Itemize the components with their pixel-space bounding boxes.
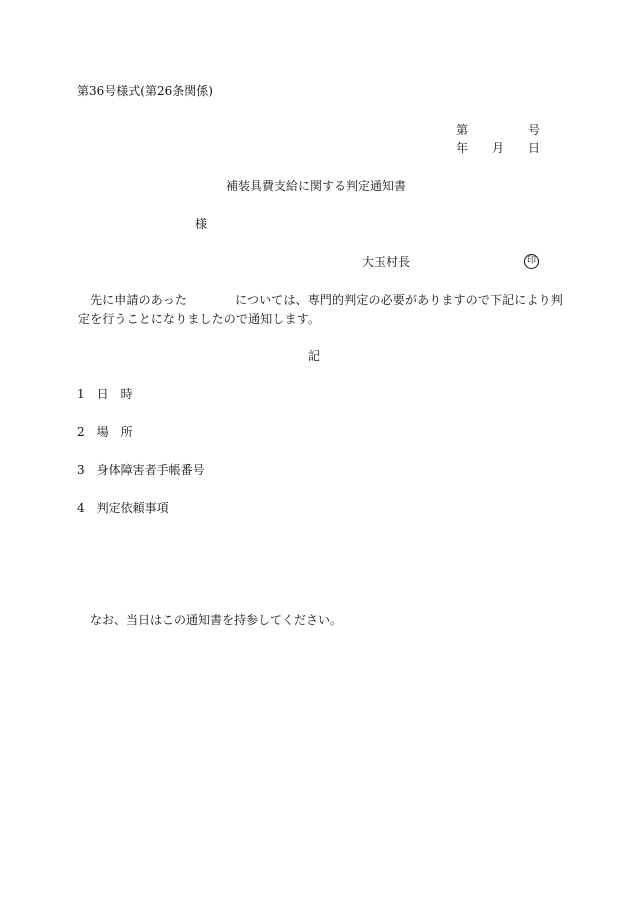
closing-note: なお、当日はこの通知書を持参してください。 xyxy=(90,613,343,627)
item-4-label: 判定依頼事項 xyxy=(96,501,169,515)
item-4 xyxy=(77,502,169,514)
date-month: 月 xyxy=(492,141,505,155)
item-3-label: 身体障害者手帳番号 xyxy=(96,463,205,477)
date-year: 年 xyxy=(456,141,469,155)
item-1-number: 1 xyxy=(77,387,85,401)
seal-mark: 印 xyxy=(524,254,539,269)
sender-name: 大玉村長 xyxy=(362,255,411,269)
ki-heading: 記 xyxy=(308,349,321,363)
doc-number-suffix: 号 xyxy=(528,123,541,137)
document-title: 補装具費支給に関する判定通知書 xyxy=(226,179,407,193)
item-2-label: 場 所 xyxy=(96,425,133,439)
doc-number-prefix: 第 xyxy=(456,123,469,137)
date-day: 日 xyxy=(528,141,541,155)
body-line-1-start: 先に申請のあった xyxy=(90,293,188,307)
item-1 xyxy=(77,388,133,400)
item-1-label: 日 時 xyxy=(96,387,133,401)
item-2-number: 2 xyxy=(77,425,85,439)
addressee-suffix: 様 xyxy=(195,217,208,231)
item-4-number: 4 xyxy=(77,501,85,515)
body-line-1-end: については、専門的判定の必要がありますので下記により判 xyxy=(235,293,563,307)
item-3-number: 3 xyxy=(77,463,85,477)
body-line-2: 定を行うことになりましたので通知します。 xyxy=(78,312,321,326)
item-3 xyxy=(77,464,205,476)
item-2 xyxy=(77,426,133,438)
form-number: 第36号様式(第26条関係) xyxy=(77,84,213,98)
body-line-1 xyxy=(78,294,563,306)
